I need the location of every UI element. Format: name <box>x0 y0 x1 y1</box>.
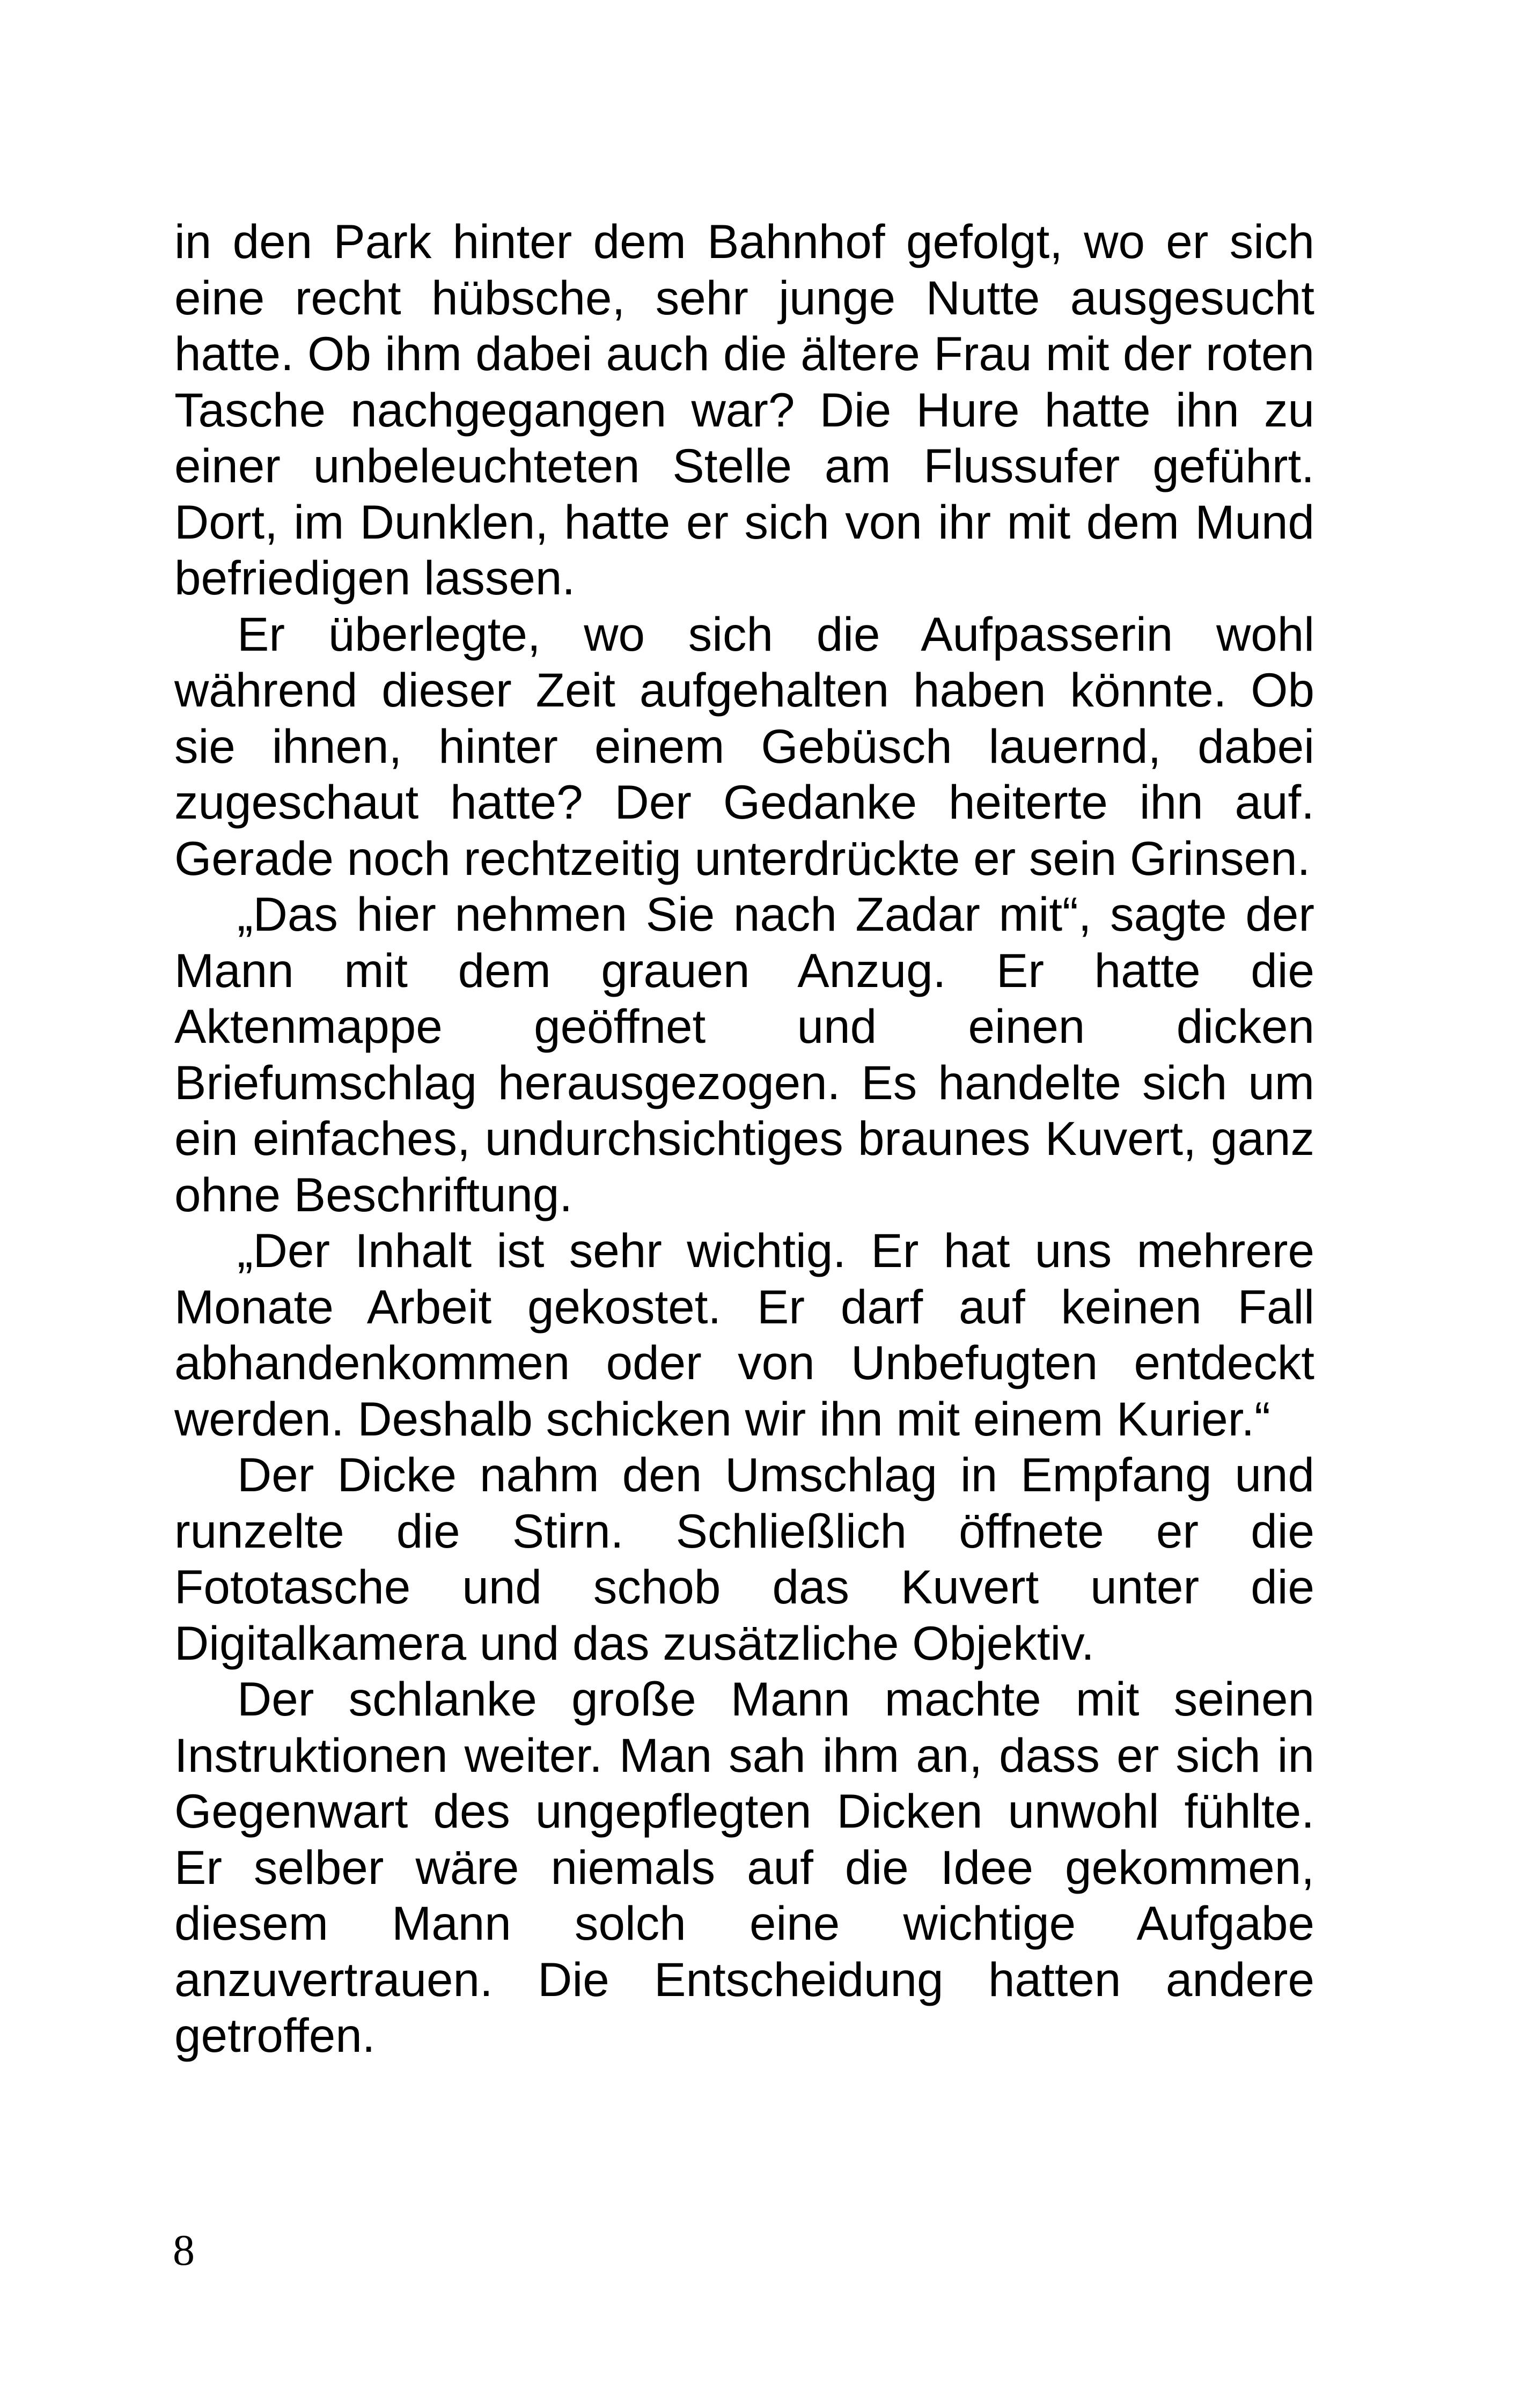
paragraph: Er überlegte, wo sich die Aufpasserin wohl während dieser Zeit aufgehalten haben könnte. Ob sie ihnen, hinter einem Gebüsch lauernd, dabei zugeschaut hatte? Der Gedanke heiterte ihn auf. Gerade noch rechtzeitig unterdrückte er sein Grinsen. <box>174 607 1314 885</box>
body-text <box>174 213 1314 2064</box>
page-number: 8 <box>173 2226 195 2274</box>
paragraph: Der Dicke nahm den Umschlag in Empfang und runzelte die Stirn. Schließlich öffnete er die Fototasche und schob das Kuvert unter die Digitalkamera und das zusätzliche Objektiv. <box>174 1448 1314 1670</box>
paragraph: „Das hier nehmen Sie nach Zadar mit“, sagte der Mann mit dem grauen Anzug. Er hatte die Aktenmappe geöffnet und einen dicken Briefumschlag herausgezogen. Es handelte sich um ein einfaches, undurchsichtiges braunes Kuvert, ganz ohne Beschriftung. <box>174 887 1314 1221</box>
paragraph-continued: in den Park hinter dem Bahnhof gefolgt, wo er sich eine recht hübsche, sehr junge Nutte ausgesucht hatte. Ob ihm dabei auch die ältere Frau mit der roten Tasche nachgegangen war? Die Hure hatte ihn zu einer unbeleuchteten Stelle am Flussufer geführt. Dort, im Dunklen, hatte er sich von ihr mit dem Mund befriedigen lassen. <box>174 215 1314 605</box>
paragraph: „Der Inhalt ist sehr wichtig. Er hat uns mehrere Monate Arbeit gekostet. Er darf auf keinen Fall abhandenkommen oder von Unbefugten entdeckt werden. Deshalb schicken wir ihn mit einem Kurier.“ <box>174 1224 1314 1446</box>
paragraph: Der schlanke große Mann machte mit seinen Instruktionen weiter. Man sah ihm an, dass er sich in Gegenwart des ungepflegten Dicken unwohl fühlte. Er selber wäre niemals auf die Idee gekommen, diesem Mann solch eine wichtige Aufgabe anzuvertrauen. Die Entscheidung hatten andere getroffen. <box>174 1672 1314 2062</box>
